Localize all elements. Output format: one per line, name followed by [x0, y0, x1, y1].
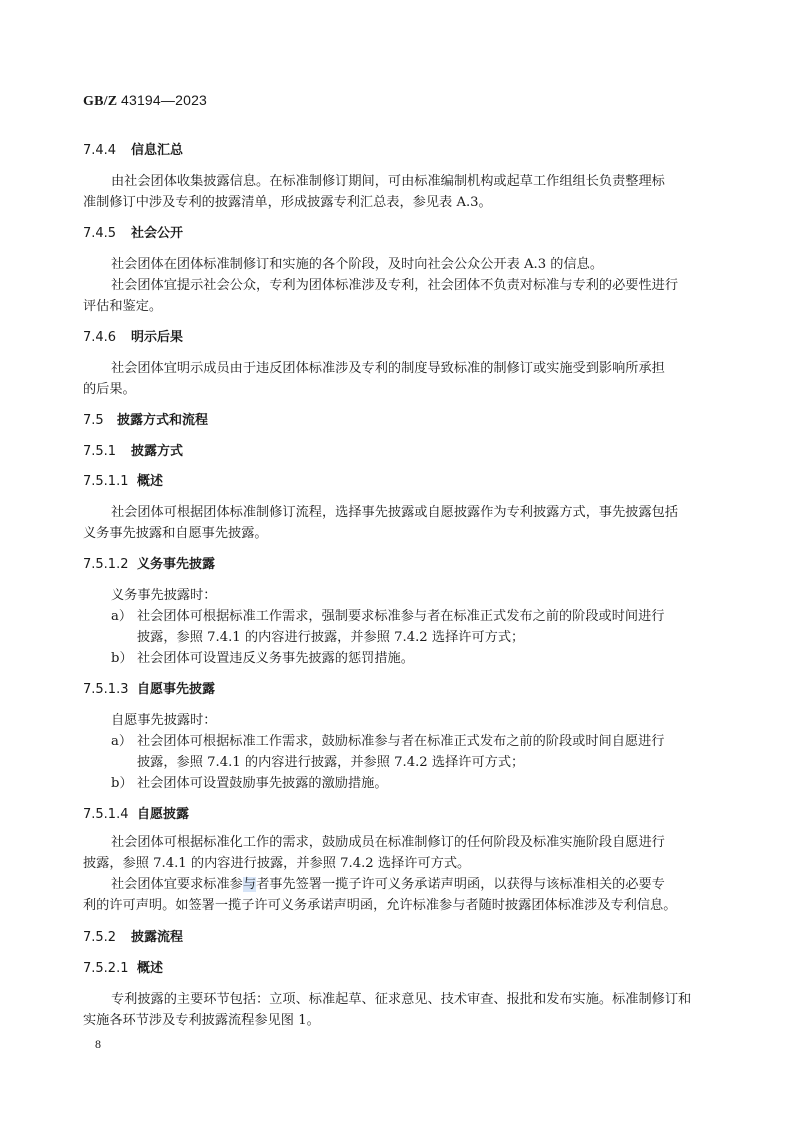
section-number: 7.5 — [83, 413, 104, 428]
section-title: 披露流程 — [131, 930, 184, 945]
paragraph-line: 社会团体宜提示社会公众，专利为团体标准涉及专利，社会团体不负责对标准与专利的必要性进行 — [111, 278, 679, 293]
text-run: 社会团体宜要求标准参 — [111, 877, 243, 892]
list-item-continuation: 披露，参照 7.4.1 的内容进行披露，并参照 7.4.2 选择许可方式； — [137, 630, 525, 645]
section-number: 7.5.1.3 — [83, 682, 129, 697]
section-heading-7-4-5 — [83, 224, 713, 244]
paragraph-line: 社会团体宜明示成员由于违反团体标准涉及专利的制度导致标准的制修订或实施受到影响所承担 — [111, 361, 665, 376]
section-heading-7-5-1-1 — [83, 472, 713, 492]
list-item-text: 社会团体可设置违反义务事先披露的惩罚措施。 — [137, 651, 414, 666]
section-number: 7.5.2 — [83, 930, 117, 945]
section-heading-7-5-1 — [83, 442, 713, 462]
list-item-b — [83, 649, 741, 669]
section-title: 自愿事先披露 — [137, 682, 216, 697]
paragraph-line: 义务事先披露和自愿事先披露。 — [83, 526, 268, 541]
list-intro: 自愿事先披露时： — [111, 713, 217, 728]
section-number: 7.5.1.1 — [83, 474, 129, 489]
list-item-text: 社会团体可根据标准工作需求，强制要求标准参与者在标准正式发布之前的阶段或时间进行 — [137, 609, 665, 624]
section-title: 信息汇总 — [131, 143, 184, 158]
section-number: 7.5.1.2 — [83, 557, 129, 572]
paragraph-line: 的后果。 — [83, 382, 136, 397]
list-marker: b） — [111, 776, 133, 791]
list-marker: a） — [111, 734, 133, 749]
paragraph-line: 由社会团体收集披露信息。在标准制修订期间，可由标准编制机构或起草工作组组长负责整理标 — [111, 174, 665, 189]
paragraph-line: 社会团体在团体标准制修订和实施的各个阶段，及时向社会公众公开表 A.3 的信息。 — [111, 257, 604, 272]
section-title: 披露方式 — [131, 444, 184, 459]
list-intro: 义务事先披露时： — [111, 588, 217, 603]
list-item-a — [83, 732, 741, 752]
list-item-continuation: 披露，参照 7.4.1 的内容进行披露，并参照 7.4.2 选择许可方式； — [137, 755, 525, 770]
section-heading-7-4-4 — [83, 141, 713, 161]
paragraph-line: 社会团体可根据团体标准制修订流程，选择事先披露或自愿披露作为专利披露方式，事先披露包括 — [111, 505, 679, 520]
section-number: 7.4.5 — [83, 226, 117, 241]
section-heading-7-5 — [83, 411, 713, 431]
section-heading-7-4-6 — [83, 328, 713, 348]
paragraph-line: 评估和鉴定。 — [83, 299, 163, 314]
section-title: 明示后果 — [131, 330, 184, 345]
paragraph-line: 专利披露的主要环节包括：立项、标准起草、征求意见、技术审查、报批和发布实施。标准制修订和 — [111, 992, 692, 1007]
paragraph-line: 社会团体可根据标准化工作的需求，鼓励成员在标准制修订的任何阶段及标准实施阶段自愿进行 — [111, 835, 665, 850]
section-title: 社会公开 — [131, 226, 184, 241]
text-run: 者事先签署一揽子许可义务承诺声明函，以获得与该标准相关的必要专 — [256, 877, 665, 892]
section-heading-7-5-2 — [83, 928, 713, 948]
paragraph-line: 利的许可声明。如签署一揽子许可义务承诺声明函，允许标准参与者随时披露团体标准涉及专利信息。 — [83, 898, 677, 913]
section-heading-7-5-1-4 — [83, 805, 713, 825]
section-title: 概述 — [137, 961, 164, 976]
section-title: 披露方式和流程 — [117, 413, 209, 428]
list-item-text: 社会团体可根据标准工作需求，鼓励标准参与者在标准正式发布之前的阶段或时间自愿进行 — [137, 734, 665, 749]
paragraph-line: 实施各环节涉及专利披露流程参见图 1。 — [83, 1013, 320, 1028]
paragraph-line: 准制修订中涉及专利的披露清单，形成披露专利汇总表，参见表 A.3。 — [83, 195, 492, 210]
section-number: 7.4.6 — [83, 330, 117, 345]
section-heading-7-5-2-1 — [83, 959, 713, 979]
paragraph-line — [83, 875, 713, 895]
section-heading-7-5-1-3 — [83, 680, 713, 700]
section-number: 7.5.1 — [83, 444, 117, 459]
section-number: 7.5.1.4 — [83, 807, 129, 822]
list-item-b — [83, 774, 741, 794]
section-title: 义务事先披露 — [137, 557, 216, 572]
section-number: 7.4.4 — [83, 143, 117, 158]
section-title: 概述 — [137, 474, 164, 489]
text-selection-highlight[interactable]: 与 — [242, 877, 257, 892]
page-number: 8 — [95, 1037, 101, 1051]
list-marker: a） — [111, 609, 133, 624]
standard-code-prefix: GB/Z — [83, 94, 118, 109]
standard-code — [83, 92, 207, 110]
paragraph-line: 披露，参照 7.4.1 的内容进行披露，并参照 7.4.2 选择许可方式。 — [83, 856, 471, 871]
section-title: 自愿披露 — [137, 807, 190, 822]
list-item-a — [83, 607, 741, 627]
section-heading-7-5-1-2 — [83, 555, 713, 575]
section-number: 7.5.2.1 — [83, 961, 129, 976]
standard-code-number: 43194—2023 — [120, 92, 208, 108]
list-item-text: 社会团体可设置鼓励事先披露的激励措施。 — [137, 776, 388, 791]
list-marker: b） — [111, 651, 133, 666]
